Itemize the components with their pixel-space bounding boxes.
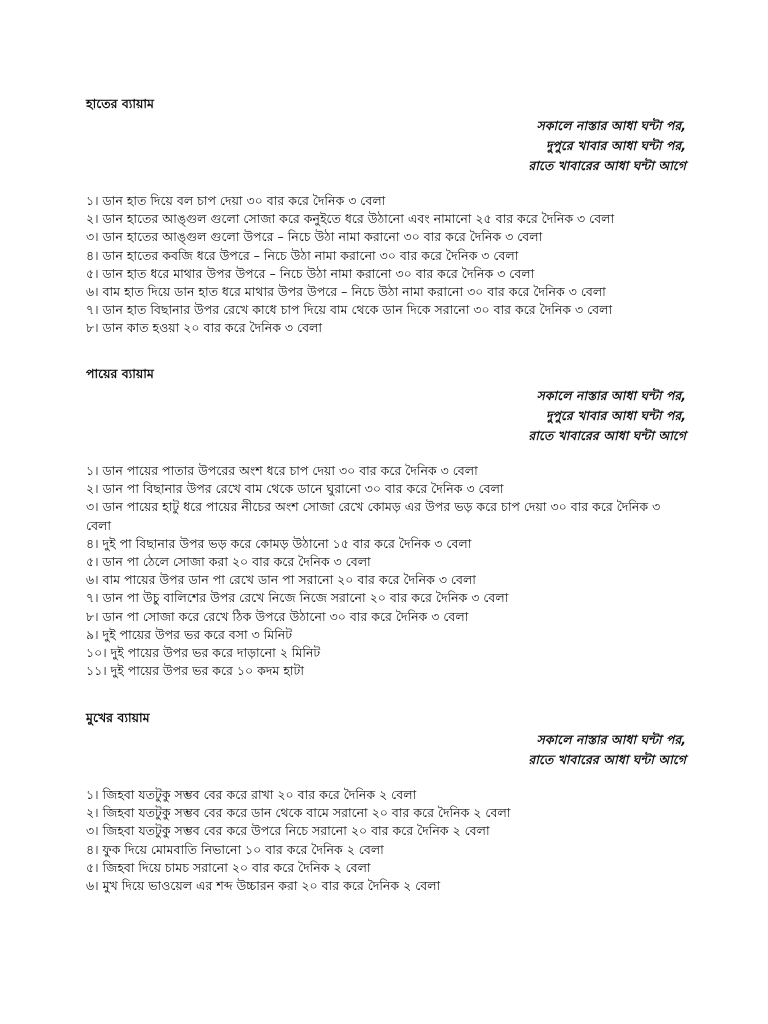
list-item: ৪। ফুক দিয়ে মোমবাতি নিভানো ১০ বার করে দৈনিক ২ বেলা [86,841,384,857]
leg-exercise-section [86,366,686,680]
hand-exercise-section [86,96,686,338]
list-item: ৩। ডান হাতের আঙ্গুল গুলো উপরে – নিচে উঠা নামা করানো ৩০ বার করে দৈনিক ৩ বেলা [86,229,543,245]
face-exercise-list [86,786,686,895]
list-item: ৬। মুখ দিয়ে ভাওয়েল এর শব্দ উচ্চারন করা ২০ বার করে দৈনিক ২ বেলা [86,878,441,894]
schedule-line: রাতে খাবারের আধা ঘন্টা আগে [528,158,686,173]
list-item: ৫। জিহবা দিয়ে চামচ সরানো ২০ বার করে দৈনিক ২ বেলা [86,859,371,875]
list-item: ৪। ডান হাতের কবজি ধরে উপরে – নিচে উঠা নামা করানো ৩০ বার করে দৈনিক ৩ বেলা [86,247,519,263]
list-item: ২। ডান হাতের আঙ্গুল গুলো সোজা করে কনুইতে ধরে উঠানো এবং নামানো ২৫ বার করে দৈনিক ৩ বেলা [86,211,615,227]
leg-exercise-heading: পায়ের ব্যায়াম [86,366,154,381]
schedule-line: সকালে নাস্তার আধা ঘন্টা পর, [536,732,686,747]
list-item: ৯। দুই পায়ের উপর ভর করে বসা ৩ মিনিট [86,626,293,642]
list-item: ১। জিহবা যতটুকু সম্ভব বের করে রাখা ২০ বার করে দৈনিক ২ বেলা [86,787,417,802]
list-item: ৭। ডান হাত বিছানার উপর রেখে কাধে চাপ দিয়ে বাম থেকে ডান দিকে সরানো ৩০ বার করে দৈনিক ৩ বেলা [86,302,613,318]
hand-exercise-schedule [86,116,686,176]
schedule-line: রাতে খাবারের আধা ঘন্টা আগে [528,428,686,443]
face-exercise-schedule [86,730,686,770]
list-item: ১। ডান হাত দিয়ে বল চাপ দেয়া ৩০ বার করে দৈনিক ৩ বেলা [86,193,386,208]
list-item: ৮। ডান কাত হওয়া ২০ বার করে দৈনিক ৩ বেলা [86,320,322,336]
list-item: ২। ডান পা বিছানার উপর রেখে বাম থেকে ডানে ঘুরানো ৩০ বার করে দৈনিক ৩ বেলা [86,481,504,497]
schedule-line: সকালে নাস্তার আধা ঘন্টা পর, [536,388,686,403]
face-exercise-heading: মুখের ব্যায়াম [86,710,150,725]
leg-exercise-schedule [86,386,686,446]
list-item: ৩। ডান পায়ের হাটু ধরে পায়ের নীচের অংশ সোজা রেখে কোমড় এর উপর ভড় করে চাপ দেয়া ৩০ বার করে দৈনিক ৩ বেলা [86,499,661,533]
list-item: ৮। ডান পা সোজা করে রেখে ঠিক উপরে উঠানো ৩০ বার করে দৈনিক ৩ বেলা [86,608,469,624]
hand-exercise-heading: হাতের ব্যায়াম [86,96,154,111]
list-item: ৫। ডান পা ঠেলে সোজা করা ২০ বার করে দৈনিক ৩ বেলা [86,554,371,570]
list-item: ২। জিহবা যতটুকু সম্ভব বের করে ডান থেকে বামে সরানো ২০ বার করে দৈনিক ২ বেলা [86,805,511,821]
list-item: ৩। জিহবা যতটুকু সম্ভব বের করে উপরে নিচে সরানো ২০ বার করে দৈনিক ২ বেলা [86,823,490,839]
list-item: ৬। বাম পায়ের উপর ডান পা রেখে ডান পা সরানো ২০ বার করে দৈনিক ৩ বেলা [86,572,476,588]
list-item: ৭। ডান পা উচু বালিশের উপর রেখে নিজে নিজে সরানো ২০ বার করে দৈনিক ৩ বেলা [86,590,509,606]
leg-exercise-list [86,462,686,680]
list-item: ১০। দুই পায়ের উপর ভর করে দাড়ানো ২ মিনিট [86,645,321,661]
list-item: ১। ডান পায়ের পাতার উপরের অংশ ধরে চাপ দেয়া ৩০ বার করে দৈনিক ৩ বেলা [86,463,478,478]
list-item: ১১। দুই পায়ের উপর ভর করে ১০ কদম হাটা [86,663,304,679]
hand-exercise-list [86,192,686,338]
schedule-line: দুপুরে খাবার আধা ঘন্টা পর, [545,408,686,423]
list-item: ৪। দুই পা বিছানার উপর ভড় করে কোমড় উঠানো ১৫ বার করে দৈনিক ৩ বেলা [86,535,472,551]
face-exercise-section [86,710,686,895]
schedule-line: দুপুরে খাবার আধা ঘন্টা পর, [545,138,686,153]
list-item: ৬। বাম হাত দিয়ে ডান হাত ধরে মাথার উপর উপরে – নিচে উঠা নামা করানো ৩০ বার করে দৈনিক ৩ বেলা [86,284,606,300]
schedule-line: সকালে নাস্তার আধা ঘন্টা পর, [536,118,686,133]
list-item: ৫। ডান হাত ধরে মাথার উপর উপরে – নিচে উঠা নামা করানো ৩০ বার করে দৈনিক ৩ বেলা [86,265,535,281]
schedule-line: রাতে খাবারের আধা ঘন্টা আগে [528,752,686,767]
